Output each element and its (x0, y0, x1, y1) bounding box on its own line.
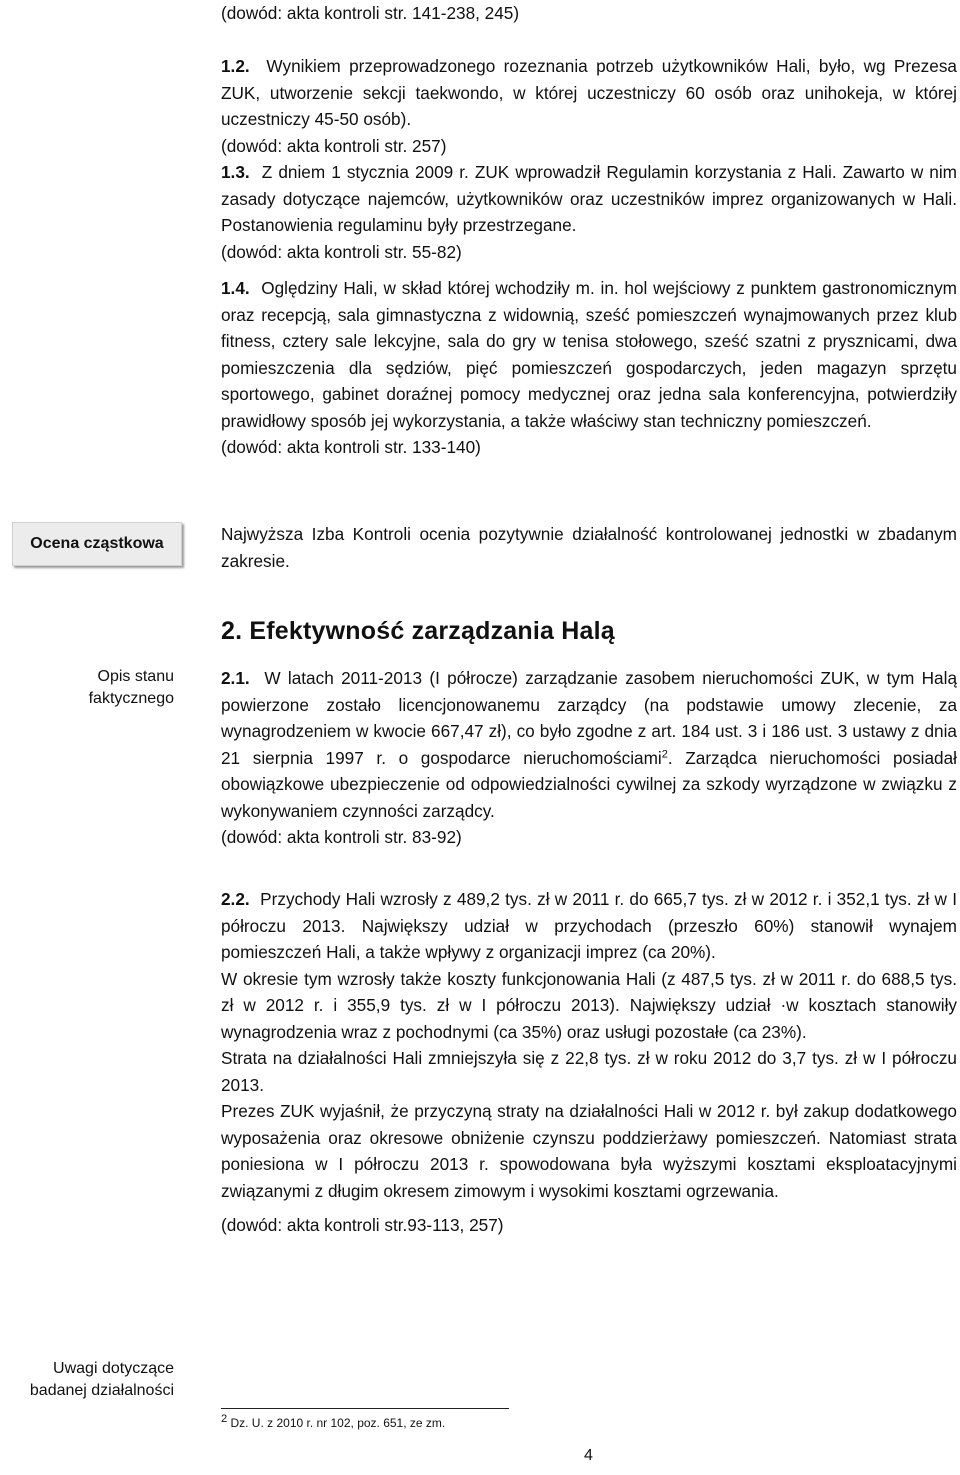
section-number: 1.4. (221, 278, 250, 298)
evidence-text: (dowód: akta kontroli str. 83-92) (221, 827, 462, 847)
evidence-text: (dowód: akta kontroli str. 141-238, 245) (221, 3, 520, 23)
evidence-text: (dowód: akta kontroli str. 133-140) (221, 437, 481, 457)
footnote-number: 2 (221, 1413, 228, 1425)
section-paragraph: Strata na działalności Hali zmniejszyła się z 22,8 tys. zł w roku 2012 do 3,7 tys. zł w I półroczu 2013. (221, 1048, 957, 1095)
opis-label-line-2: faktycznego (88, 690, 174, 707)
evidence-text: (dowód: akta kontroli str.93-113, 257) (221, 1215, 504, 1235)
evidence-text: (dowód: akta kontroli str. 55-82) (221, 241, 462, 262)
opis-stanu-label (0, 666, 174, 710)
section-paragraph: W okresie tym wzrosły także koszty funkcjonowania Hali (z 487,5 tys. zł w 2011 r. do 688,5 tys. zł w 2012 r. i 355,9 tys. zł w I półroczu 2013). Największy udział ·w kosztach stanowiły wynagrodzenia wraz z pochodnymi (ca 35%) oraz usługi pozostałe (ca 23%). (221, 968, 957, 1042)
ocena-text-block (221, 521, 957, 574)
section-number: 1.3. (221, 162, 250, 182)
section-text: Z dniem 1 stycznia 2009 r. ZUK wprowadził Regulamin korzystania z Hali. Zawarto w nim zasady dotyczące najemców, użytkowników oraz uczestników imprez organizowanych w Hali. Postanowienia regulaminu były przestrzegane. (221, 162, 957, 235)
section-text: W latach 2011-2013 (I półrocze) zarządzanie zasobem nieruchomości ZUK, w tym Halą powierzone zostało licencjonowanemu zarządcy (na podstawie umowy zlecenie, za wynagrodzeniem w kwocie 667,47 zł), co było zgodne z art. 184 ust. 3 i 186 ust. 3 ustawy z dnia 21 sierpnia 1997 r. o gospodarce nieruchomościami (221, 668, 957, 768)
footnote (221, 1413, 446, 1430)
footnote-rule (221, 1408, 509, 1409)
opis-label-line-1: Opis stanu (97, 668, 174, 685)
ocena-label: Ocena cząstkowa (30, 535, 164, 552)
section-text-continued: . Zarządca nieruchomości posiadał obowiązkowe ubezpieczenie od odpowiedzialności cywilnej za szkody wyrządzone w związku z wykonywaniem czynności zarządcy. (221, 747, 957, 821)
section-text: Oględziny Hali, w skład której wchodziły m. in. hol wejściowy z punktem gastronomicznym oraz recepcją, sala gimnastyczna z widownią, sześć pomieszczeń wynajmowanych przez klub fitness, cztery sale lekcyjne, sala do gry w tenisa stołowego, sześć szatni z prysznicami, dwa pomieszczenia dla sędziów, pięć pomieszczeń gospodarczych, jeden magazyn sprzętu sportowego, gabinet doraźnej pomocy medycznej oraz jedna sala konferencyjna, potwierdziły prawidłowy sposób jej wykorzystania, a także właściwy stan techniczny pomieszczeń. (221, 278, 957, 431)
section-text: Wynikiem przeprowadzonego rozeznania potrzeb użytkowników Hali, było, wg Prezesa ZUK, utworzenie sekcji taekwondo, w której uczestniczy 60 osób oraz unihokeja, w której uczestniczy 45-50 osób). (221, 56, 957, 129)
section-2-title: 2. Efektywność zarządzania Halą (221, 617, 615, 645)
section-1-2 (221, 53, 957, 159)
section-1-3 (221, 159, 957, 265)
section-number: 2.2. (221, 889, 250, 909)
footnote-text: Dz. U. z 2010 r. nr 102, poz. 651, ze zm. (230, 1416, 446, 1430)
ocena-text: Najwyższa Izba Kontroli ocenia pozytywnie działalność kontrolowanej jednostki w zbadanym zakresie. (221, 524, 957, 571)
evidence-text: (dowód: akta kontroli str. 257) (221, 135, 447, 156)
section-text: Przychody Hali wzrosły z 489,2 tys. zł w 2011 r. do 665,7 tys. zł w 2012 r. i 352,1 tys. zł w I półroczu 2013. Największy udział w przychodach (przeszło 60%) stanowił wynajem pomieszczeń Hali, a także wpływy z organizacji imprez (ca 20%). (221, 889, 957, 962)
section-1-4 (221, 275, 957, 461)
uwagi-label (0, 1358, 174, 1402)
footnote-ref: 2 (661, 747, 668, 760)
ocena-czastkowa-box (12, 522, 182, 566)
section-number: 1.2. (221, 56, 250, 76)
section-2-2 (221, 886, 957, 1239)
section-number: 2.1. (221, 668, 250, 688)
uwagi-label-line-2: badanej działalności (29, 1382, 174, 1399)
evidence-line-top (221, 0, 957, 27)
uwagi-label-line-1: Uwagi dotyczące (53, 1360, 174, 1377)
page-number: 4 (584, 1447, 593, 1464)
section-2-1 (221, 665, 957, 851)
section-paragraph: Prezes ZUK wyjaśnił, że przyczyną straty na działalności Hali w 2012 r. był zakup dodatkowego wyposażenia oraz okresowe obniżenie czynszu poddzierżawy pomieszczeń. Natomiast strata poniesiona w I półroczu 2013 r. spowodowana była wyższymi kosztami eksploatacyjnymi związanymi z długim okresem zimowym i wysokimi kosztami ogrzewania. (221, 1101, 957, 1201)
